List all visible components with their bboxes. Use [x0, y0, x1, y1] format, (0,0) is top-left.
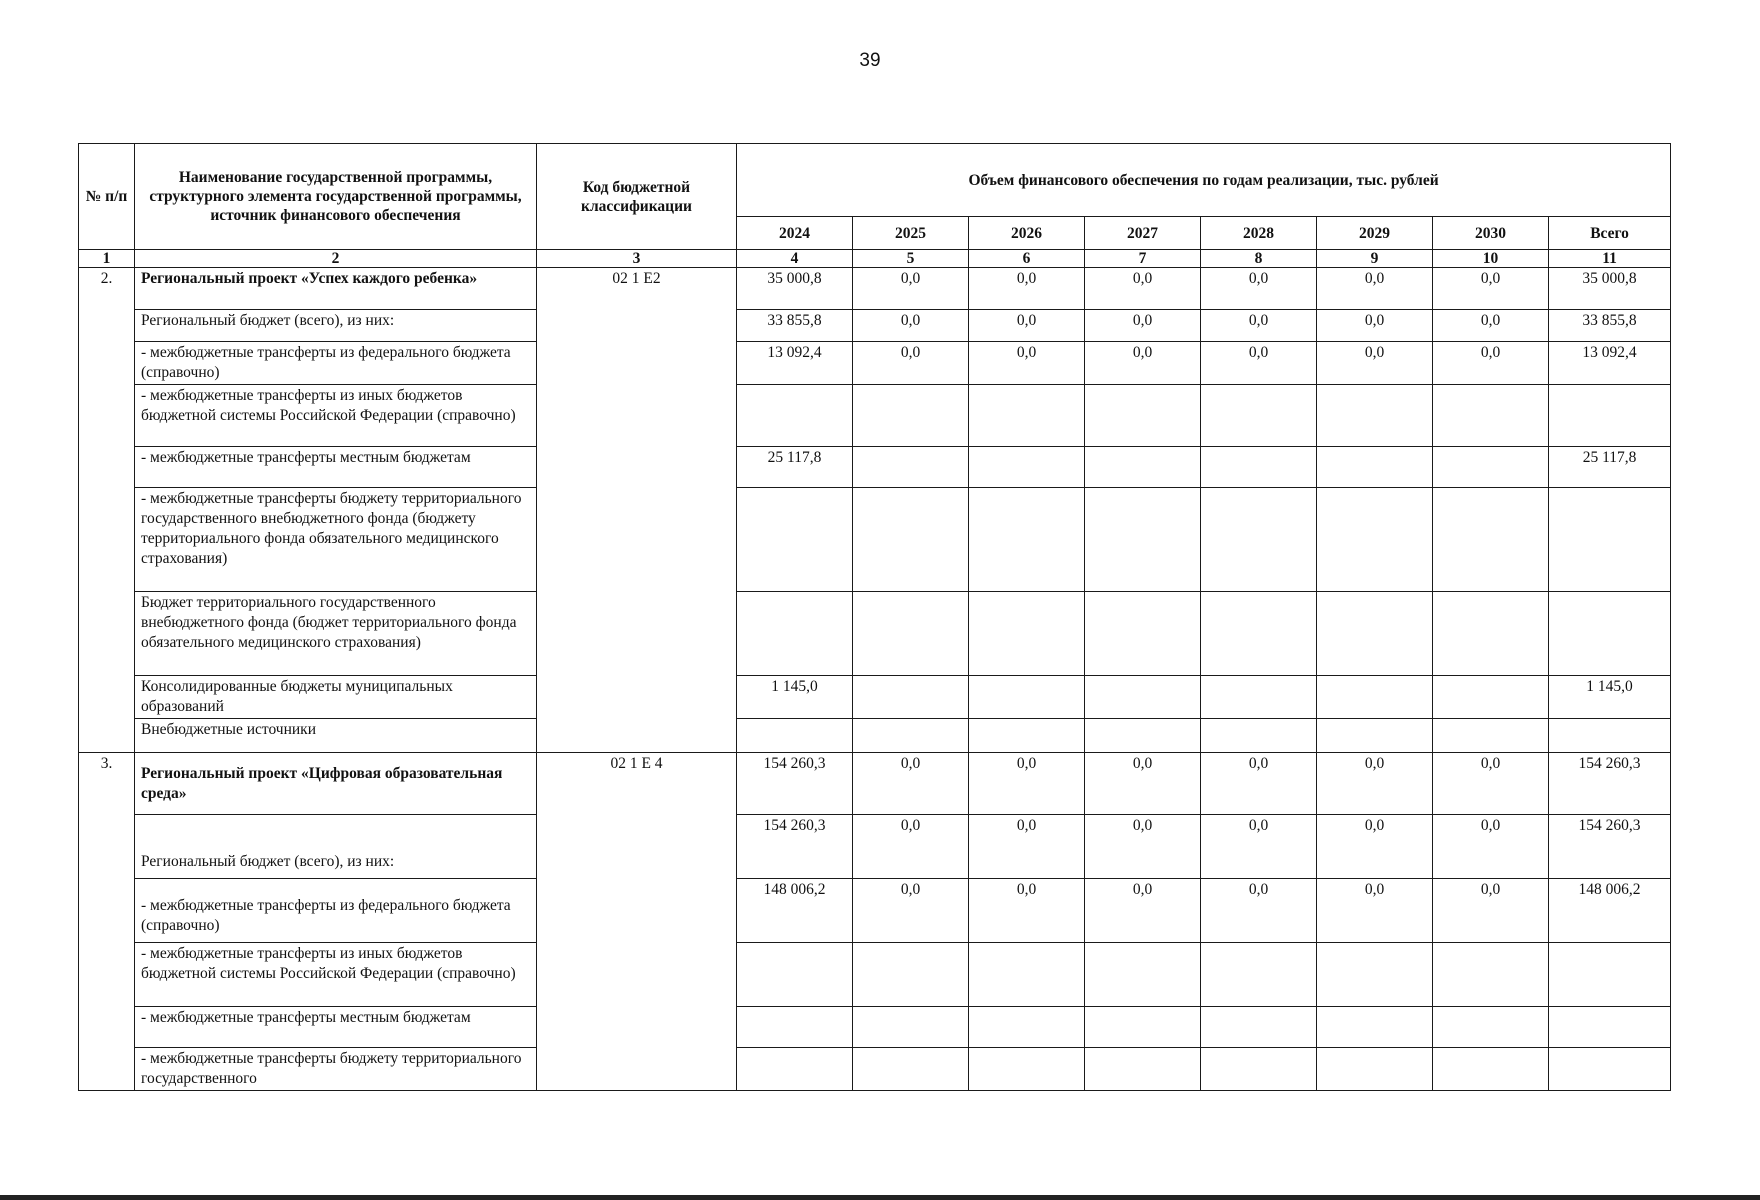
- year-value: 0,0: [853, 310, 969, 342]
- year-value: 154 260,3: [737, 753, 853, 815]
- year-value: [1201, 488, 1317, 592]
- header-year: 2026: [969, 217, 1085, 250]
- column-number: 1: [79, 250, 135, 268]
- table-row: [79, 943, 1671, 1007]
- row-name: - межбюджетные трансферты местным бюджетам: [135, 447, 537, 488]
- year-value: 0,0: [1201, 879, 1317, 943]
- year-value: 0,0: [1317, 879, 1433, 943]
- year-value: 0,0: [853, 879, 969, 943]
- row-name: - межбюджетные трансферты из иных бюджетов бюджетной системы Российской Федерации (справочно): [135, 943, 537, 1007]
- column-number: 7: [1085, 250, 1201, 268]
- year-value: [1317, 447, 1433, 488]
- year-value: 0,0: [969, 879, 1085, 943]
- table-row: [79, 268, 1671, 310]
- year-value: [1317, 1048, 1433, 1091]
- year-value: [1201, 385, 1317, 447]
- header-year: 2025: [853, 217, 969, 250]
- year-value: [1317, 592, 1433, 676]
- year-value: [737, 719, 853, 753]
- total-value: [1549, 1048, 1671, 1091]
- year-value: [969, 719, 1085, 753]
- year-value: [1085, 676, 1201, 719]
- total-value: [1549, 592, 1671, 676]
- header-total: Всего: [1549, 217, 1671, 250]
- row-name: - межбюджетные трансферты из федерального бюджета (справочно): [135, 342, 537, 385]
- table-row: [79, 815, 1671, 879]
- year-value: [853, 488, 969, 592]
- header-row: [79, 144, 1671, 217]
- year-value: [737, 1048, 853, 1091]
- header-year: 2027: [1085, 217, 1201, 250]
- total-value: [1549, 488, 1671, 592]
- table-row: [79, 719, 1671, 753]
- year-value: [1317, 488, 1433, 592]
- year-value: [1085, 1048, 1201, 1091]
- table-row: [79, 447, 1671, 488]
- year-value: [969, 385, 1085, 447]
- total-value: [1549, 943, 1671, 1007]
- total-value: 154 260,3: [1549, 815, 1671, 879]
- year-value: [1201, 1007, 1317, 1048]
- year-value: 0,0: [1433, 310, 1549, 342]
- column-number: 2: [135, 250, 537, 268]
- table-row: [79, 676, 1671, 719]
- year-value: [1085, 385, 1201, 447]
- year-value: [737, 385, 853, 447]
- year-value: [737, 1007, 853, 1048]
- row-name: - межбюджетные трансферты бюджету территориального государственного: [135, 1048, 537, 1091]
- year-value: 0,0: [1433, 268, 1549, 310]
- year-value: [1085, 447, 1201, 488]
- year-value: 0,0: [1085, 310, 1201, 342]
- year-value: [1317, 1007, 1433, 1048]
- year-value: 0,0: [1317, 815, 1433, 879]
- header-col-number: № п/п: [79, 144, 135, 250]
- table-row: [79, 488, 1671, 592]
- year-value: [969, 592, 1085, 676]
- year-value: 0,0: [1201, 753, 1317, 815]
- header-year: 2028: [1201, 217, 1317, 250]
- year-value: 0,0: [1085, 815, 1201, 879]
- header-year: 2024: [737, 217, 853, 250]
- year-value: [853, 943, 969, 1007]
- total-value: [1549, 385, 1671, 447]
- year-value: [853, 447, 969, 488]
- year-value: [1433, 943, 1549, 1007]
- year-value: [1317, 943, 1433, 1007]
- year-value: [1201, 592, 1317, 676]
- budget-code: 02 1 E 4: [537, 753, 737, 1091]
- column-number-row: [79, 250, 1671, 268]
- year-value: [1317, 719, 1433, 753]
- table-row: [79, 1007, 1671, 1048]
- year-value: [969, 488, 1085, 592]
- year-value: [969, 943, 1085, 1007]
- total-value: 148 006,2: [1549, 879, 1671, 943]
- year-value: 0,0: [1201, 342, 1317, 385]
- row-name: Консолидированные бюджеты муниципальных образований: [135, 676, 537, 719]
- year-value: [853, 1048, 969, 1091]
- year-value: [1433, 385, 1549, 447]
- year-value: [1317, 385, 1433, 447]
- total-value: [1549, 719, 1671, 753]
- column-number: 6: [969, 250, 1085, 268]
- year-value: 0,0: [1433, 342, 1549, 385]
- header-col-years-group: Объем финансового обеспечения по годам реализации, тыс. рублей: [737, 144, 1671, 217]
- total-value: 154 260,3: [1549, 753, 1671, 815]
- year-value: 35 000,8: [737, 268, 853, 310]
- row-name: Региональный бюджет (всего), из них:: [135, 815, 537, 879]
- year-value: 0,0: [969, 342, 1085, 385]
- total-value: 25 117,8: [1549, 447, 1671, 488]
- header-col-code: Код бюджетной классификации: [537, 144, 737, 250]
- year-value: [1201, 943, 1317, 1007]
- total-value: 1 145,0: [1549, 676, 1671, 719]
- year-value: [853, 719, 969, 753]
- year-value: 0,0: [1201, 268, 1317, 310]
- column-number: 11: [1549, 250, 1671, 268]
- year-value: 0,0: [1085, 753, 1201, 815]
- year-value: 0,0: [1085, 342, 1201, 385]
- row-name: - межбюджетные трансферты из иных бюджетов бюджетной системы Российской Федерации (справочно): [135, 385, 537, 447]
- page-number: 39: [859, 50, 881, 71]
- year-value: [1433, 592, 1549, 676]
- year-value: [1317, 676, 1433, 719]
- year-value: 0,0: [1317, 268, 1433, 310]
- year-value: [969, 1048, 1085, 1091]
- year-value: 154 260,3: [737, 815, 853, 879]
- year-value: [1085, 943, 1201, 1007]
- year-value: 0,0: [1433, 879, 1549, 943]
- row-name: Региональный проект «Цифровая образовательная среда»: [135, 753, 537, 815]
- year-value: 0,0: [853, 268, 969, 310]
- year-value: [737, 592, 853, 676]
- year-value: [1201, 719, 1317, 753]
- year-value: [1085, 719, 1201, 753]
- year-value: 25 117,8: [737, 447, 853, 488]
- budget-code: 02 1 E2: [537, 268, 737, 753]
- year-value: 0,0: [969, 753, 1085, 815]
- year-value: [1433, 676, 1549, 719]
- year-value: [853, 1007, 969, 1048]
- table-row: [79, 342, 1671, 385]
- budget-table: [78, 143, 1671, 1091]
- year-value: 0,0: [853, 753, 969, 815]
- row-name: Региональный бюджет (всего), из них:: [135, 310, 537, 342]
- year-value: [853, 592, 969, 676]
- year-value: 0,0: [1433, 815, 1549, 879]
- year-value: 0,0: [1085, 879, 1201, 943]
- table-row: [79, 385, 1671, 447]
- column-number: 10: [1433, 250, 1549, 268]
- year-value: [1085, 1007, 1201, 1048]
- header-col-name: Наименование государственной программы, структурного элемента государственной программы, источник финансового обеспечения: [135, 144, 537, 250]
- year-value: 0,0: [853, 342, 969, 385]
- year-value: [969, 447, 1085, 488]
- table-row: [79, 753, 1671, 815]
- table-row: [79, 592, 1671, 676]
- year-value: [853, 385, 969, 447]
- column-number: 3: [537, 250, 737, 268]
- header-year: 2030: [1433, 217, 1549, 250]
- year-value: [969, 676, 1085, 719]
- total-value: [1549, 1007, 1671, 1048]
- year-value: 0,0: [1085, 268, 1201, 310]
- year-value: 0,0: [853, 815, 969, 879]
- year-value: [1085, 488, 1201, 592]
- header-year: 2029: [1317, 217, 1433, 250]
- year-value: [1433, 1007, 1549, 1048]
- row-name: - межбюджетные трансферты бюджету территориального государственного внебюджетного фонда (бюджету территориального фонда обязательного медицинского страхования): [135, 488, 537, 592]
- row-name: Бюджет территориального государственного внебюджетного фонда (бюджет территориального фонда обязательного медицинского страхования): [135, 592, 537, 676]
- year-value: 33 855,8: [737, 310, 853, 342]
- year-value: [737, 943, 853, 1007]
- year-value: [1433, 447, 1549, 488]
- year-value: [853, 676, 969, 719]
- column-number: 8: [1201, 250, 1317, 268]
- year-value: 0,0: [1201, 310, 1317, 342]
- year-value: [969, 1007, 1085, 1048]
- column-number: 4: [737, 250, 853, 268]
- table-row: [79, 1048, 1671, 1091]
- table-row: [79, 879, 1671, 943]
- year-value: 0,0: [969, 310, 1085, 342]
- year-value: [1433, 719, 1549, 753]
- column-number: 9: [1317, 250, 1433, 268]
- year-value: [1201, 676, 1317, 719]
- section-number: 2.: [79, 268, 135, 753]
- year-value: 0,0: [969, 815, 1085, 879]
- year-value: [1085, 592, 1201, 676]
- year-value: 1 145,0: [737, 676, 853, 719]
- year-value: [1201, 1048, 1317, 1091]
- year-value: 0,0: [969, 268, 1085, 310]
- year-value: [1433, 1048, 1549, 1091]
- section-number: 3.: [79, 753, 135, 1091]
- scan-edge: [0, 1195, 1760, 1200]
- year-value: 0,0: [1317, 753, 1433, 815]
- row-name: Региональный проект «Успех каждого ребенка»: [135, 268, 537, 310]
- year-value: [1433, 488, 1549, 592]
- table-row: [79, 310, 1671, 342]
- row-name: Внебюджетные источники: [135, 719, 537, 753]
- total-value: 33 855,8: [1549, 310, 1671, 342]
- year-value: 13 092,4: [737, 342, 853, 385]
- year-value: 0,0: [1201, 815, 1317, 879]
- year-value: 148 006,2: [737, 879, 853, 943]
- row-name: - межбюджетные трансферты из федерального бюджета (справочно): [135, 879, 537, 943]
- year-value: [737, 488, 853, 592]
- row-name: - межбюджетные трансферты местным бюджетам: [135, 1007, 537, 1048]
- year-value: 0,0: [1317, 342, 1433, 385]
- column-number: 5: [853, 250, 969, 268]
- total-value: 13 092,4: [1549, 342, 1671, 385]
- year-value: [1201, 447, 1317, 488]
- year-value: 0,0: [1433, 753, 1549, 815]
- total-value: 35 000,8: [1549, 268, 1671, 310]
- year-value: 0,0: [1317, 310, 1433, 342]
